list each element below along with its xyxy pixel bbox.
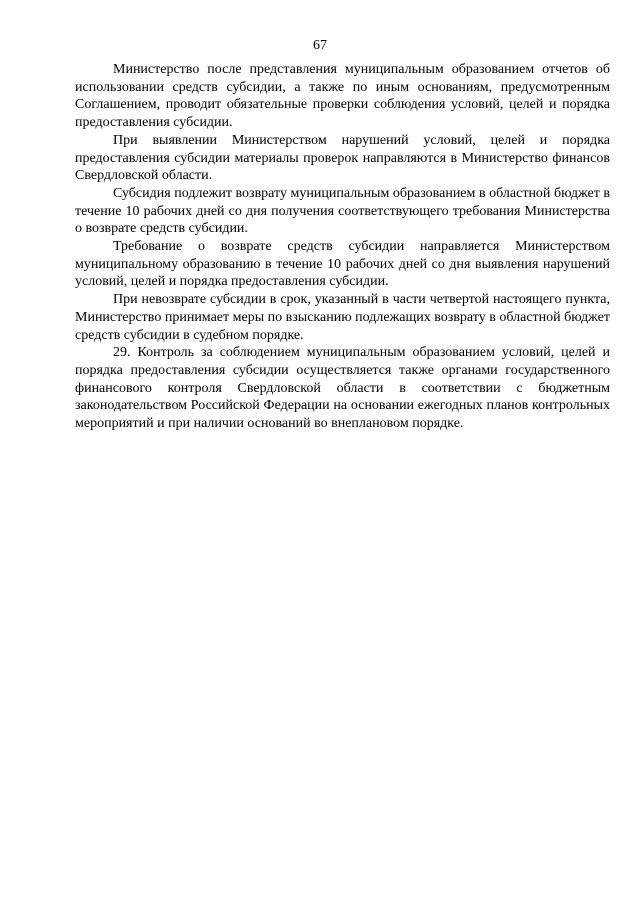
body-text bbox=[75, 61, 610, 433]
page-number: 67 bbox=[313, 38, 327, 53]
paragraph-non-return: При невозврате субсидии в срок, указанный в части четвертой настоящего пункта, Министерство принимает меры по взысканию подлежащих возврату в областной бюджет средств субсидии в судебном порядке. bbox=[75, 292, 610, 343]
paragraph-ministry-checks: Министерство после представления муниципальным образованием отчетов об использовании средств субсидии, а также по иным основаниям, предусмотренным Соглашением, проводит обязательные проверки соблюдения условий, целей и порядка предоставления субсидии. bbox=[75, 62, 610, 131]
paragraph-violations-detected: При выявлении Министерством нарушений условий, целей и порядка предоставления субсидии материалы проверок направляются в Министерство финансов Свердловской области. bbox=[75, 132, 610, 184]
paragraph-return-demand: Требование о возврате средств субсидии направляется Министерством муниципальному образованию в течение 10 рабочих дней со дня выявления нарушений условий, целей и порядка предоставления субсидии. bbox=[75, 239, 610, 290]
paragraph-subsidy-return: Субсидия подлежит возврату муниципальным образованием в областной бюджет в течение 10 рабочих дней со дня получения соответствующего требования Министерства о возврате средств субсидии. bbox=[75, 185, 610, 237]
paragraph-item-29-control: 29. Контроль за соблюдением муниципальным образованием условий, целей и порядка предоставления субсидии осуществляется также органами государственного финансового контроля Свердловской области в соответствии с бюджетным законодательством Российской Федерации на основании ежегодных планов контрольных мероприятий и при наличии оснований во внеплановом порядке. bbox=[75, 345, 610, 432]
